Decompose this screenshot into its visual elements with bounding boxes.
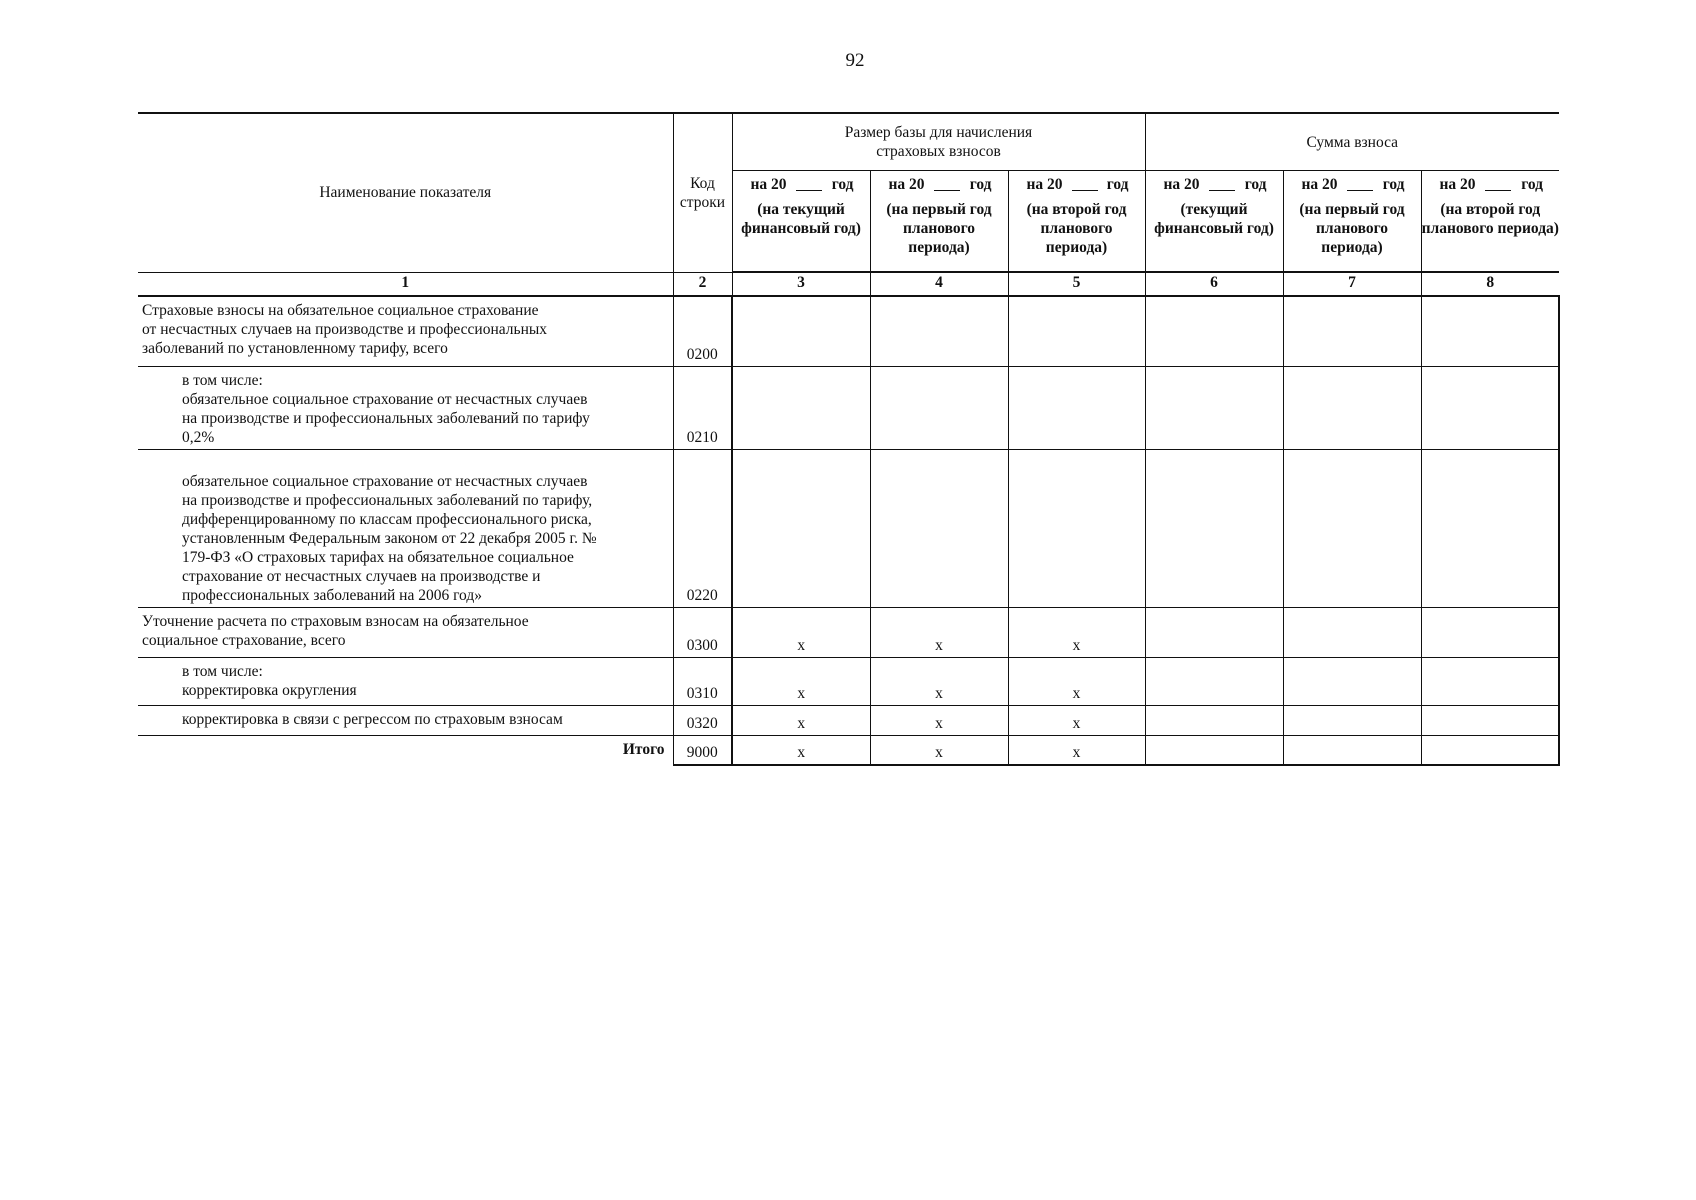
header-code [673, 113, 732, 272]
header-code-line1: Код [690, 174, 715, 192]
value-cell-col-4[interactable]: x [870, 705, 1008, 735]
header-year-line [1009, 175, 1145, 194]
value-cell-col-4[interactable]: x [870, 607, 1008, 657]
year-prefix: на 20 [888, 176, 925, 193]
row-name-line: обязательное социальное страхование от несчастных случаев [182, 390, 588, 408]
value-cell-col-6[interactable] [1145, 366, 1283, 449]
row-name [138, 735, 673, 765]
column-number: 2 [673, 272, 732, 296]
header-group-base-line1: Размер базы для начисления [844, 124, 1033, 141]
header-col-sub: (на второй год планового периода) [1026, 201, 1127, 256]
value-cell-col-4[interactable]: x [870, 657, 1008, 705]
year-prefix: на 20 [1163, 176, 1200, 193]
value-cell-col-3[interactable]: x [732, 735, 870, 765]
table-row [138, 607, 1559, 657]
value-cell-col-3[interactable] [732, 449, 870, 607]
header-year-line [1422, 175, 1560, 194]
table-row [138, 735, 1559, 765]
table-row [138, 296, 1559, 366]
row-name-line: обязательное социальное страхование от несчастных случаев [182, 472, 588, 490]
year-suffix: год [1382, 176, 1405, 193]
column-number: 1 [138, 272, 673, 296]
year-prefix: на 20 [1301, 176, 1338, 193]
header-year-line [1146, 175, 1283, 194]
value-cell-col-4[interactable] [870, 449, 1008, 607]
table-row [138, 657, 1559, 705]
header-col-5 [1008, 171, 1145, 273]
value-cell-col-5[interactable]: x [1008, 735, 1145, 765]
header-group-base-line2: страховых взносов [876, 143, 1001, 160]
page-number: 92 [845, 50, 865, 71]
row-name-line: на производстве и профессиональных заболеваний по тарифу [182, 409, 590, 427]
row-name-line: от несчастных случаев на производстве и профессиональных [142, 321, 548, 338]
header-group-base [732, 113, 1145, 171]
year-prefix: на 20 [1026, 176, 1063, 193]
row-name [138, 296, 673, 366]
column-number: 8 [1421, 272, 1559, 296]
column-number: 7 [1283, 272, 1421, 296]
year-suffix: год [1244, 176, 1267, 193]
value-cell-col-3[interactable] [732, 366, 870, 449]
value-cell-col-3[interactable]: x [732, 657, 870, 705]
row-name-line: дифференцированному по классам профессионального риска, [182, 510, 592, 528]
row-code: 9000 [673, 735, 732, 765]
value-cell-col-4[interactable]: x [870, 735, 1008, 765]
header-col-sub: (на второй год планового периода) [1421, 201, 1559, 237]
value-cell-col-8[interactable] [1421, 366, 1559, 449]
row-name-line: 0,2% [182, 428, 215, 446]
row-name [138, 366, 673, 449]
header-year-line [871, 175, 1008, 194]
value-cell-col-5[interactable]: x [1008, 705, 1145, 735]
row-name-line: в том числе: [182, 371, 263, 389]
year-prefix: на 20 [1439, 176, 1476, 193]
table-row [138, 705, 1559, 735]
value-cell-col-6[interactable] [1145, 607, 1283, 657]
value-cell-col-8[interactable] [1421, 607, 1559, 657]
value-cell-col-3[interactable]: x [732, 705, 870, 735]
row-name [138, 449, 673, 607]
value-cell-col-7[interactable] [1283, 449, 1421, 607]
value-cell-col-7[interactable] [1283, 607, 1421, 657]
value-cell-col-8[interactable] [1421, 705, 1559, 735]
value-cell-col-4[interactable] [870, 296, 1008, 366]
row-code: 0220 [673, 449, 732, 607]
row-name [138, 607, 673, 657]
row-name-line: Итого [622, 740, 665, 758]
year-blank [1072, 175, 1098, 191]
header-name: Наименование показателя [138, 113, 673, 272]
column-numbers-row [138, 272, 1559, 296]
year-suffix: год [969, 176, 992, 193]
value-cell-col-8[interactable] [1421, 296, 1559, 366]
column-number: 6 [1145, 272, 1283, 296]
header-col-sub: (текущий финансовый год) [1154, 201, 1274, 237]
value-cell-col-7[interactable] [1283, 735, 1421, 765]
header-col-sub: (на первый год планового периода) [886, 201, 992, 256]
value-cell-col-8[interactable] [1421, 449, 1559, 607]
year-blank [796, 175, 822, 191]
row-name-line: Страховые взносы на обязательное социальное страхование [142, 302, 539, 319]
header-col-8 [1421, 171, 1559, 273]
row-name-line: 179-ФЗ «О страховых тарифах на обязательное социальное [182, 548, 574, 566]
value-cell-col-8[interactable] [1421, 657, 1559, 705]
year-blank [934, 175, 960, 191]
table-row [138, 366, 1559, 449]
header-col-6 [1145, 171, 1283, 273]
value-cell-col-5[interactable]: x [1008, 657, 1145, 705]
header-code-line2: строки [679, 193, 726, 211]
row-name-line: на производстве и профессиональных заболеваний по тарифу, [182, 491, 593, 509]
row-name-line: социальное страхование, всего [142, 631, 346, 649]
row-code: 0310 [673, 657, 732, 705]
value-cell-col-3[interactable]: x [732, 607, 870, 657]
year-prefix: на 20 [750, 176, 787, 193]
year-blank [1485, 175, 1511, 191]
value-cell-col-8[interactable] [1421, 735, 1559, 765]
row-name-line: профессиональных заболеваний на 2006 год» [182, 586, 482, 604]
row-name-line: корректировка в связи с регрессом по страховым взносам [182, 710, 563, 728]
header-col-7 [1283, 171, 1421, 273]
header-year-line [1284, 175, 1421, 194]
value-cell-col-5[interactable] [1008, 449, 1145, 607]
year-suffix: год [1106, 176, 1129, 193]
row-code: 0320 [673, 705, 732, 735]
column-number: 3 [732, 272, 870, 296]
table-row [138, 449, 1559, 607]
value-cell-col-6[interactable] [1145, 657, 1283, 705]
row-code: 0200 [673, 296, 732, 366]
header-col-4 [870, 171, 1008, 273]
value-cell-col-6[interactable] [1145, 449, 1283, 607]
header-year-line [733, 175, 870, 194]
column-number: 5 [1008, 272, 1145, 296]
header-col-sub: (на первый год планового периода) [1299, 201, 1405, 256]
header-row-top [138, 113, 1559, 171]
row-name-line: в том числе: [182, 662, 263, 680]
value-cell-col-5[interactable] [1008, 366, 1145, 449]
value-cell-col-6[interactable] [1145, 735, 1283, 765]
year-suffix: год [831, 176, 854, 193]
header-col-3 [732, 171, 870, 273]
row-name-line: корректировка округления [182, 681, 357, 699]
row-name [138, 705, 673, 735]
value-cell-col-7[interactable] [1283, 657, 1421, 705]
value-cell-col-7[interactable] [1283, 366, 1421, 449]
table-body [138, 296, 1559, 765]
year-blank [1209, 175, 1235, 191]
year-suffix: год [1521, 176, 1544, 193]
value-cell-col-4[interactable] [870, 366, 1008, 449]
value-cell-col-7[interactable] [1283, 705, 1421, 735]
value-cell-col-6[interactable] [1145, 705, 1283, 735]
contributions-table [138, 112, 1560, 766]
year-blank [1347, 175, 1373, 191]
row-code: 0300 [673, 607, 732, 657]
row-code: 0210 [673, 366, 732, 449]
header-group-sum: Сумма взноса [1145, 113, 1559, 171]
row-name [138, 657, 673, 705]
row-name-line: установленным Федеральным законом от 22 декабря 2005 г. № [182, 529, 597, 547]
value-cell-col-6[interactable] [1145, 296, 1283, 366]
value-cell-col-7[interactable] [1283, 296, 1421, 366]
row-name-line: Уточнение расчета по страховым взносам на обязательное [142, 612, 529, 630]
row-name-line: страхование от несчастных случаев на производстве и [182, 567, 541, 585]
value-cell-col-3[interactable] [732, 296, 870, 366]
header-col-sub: (на текущий финансовый год) [741, 201, 861, 237]
value-cell-col-5[interactable] [1008, 296, 1145, 366]
value-cell-col-5[interactable]: x [1008, 607, 1145, 657]
row-name-line: заболеваний по установленному тарифу, всего [142, 340, 448, 357]
column-number: 4 [870, 272, 1008, 296]
